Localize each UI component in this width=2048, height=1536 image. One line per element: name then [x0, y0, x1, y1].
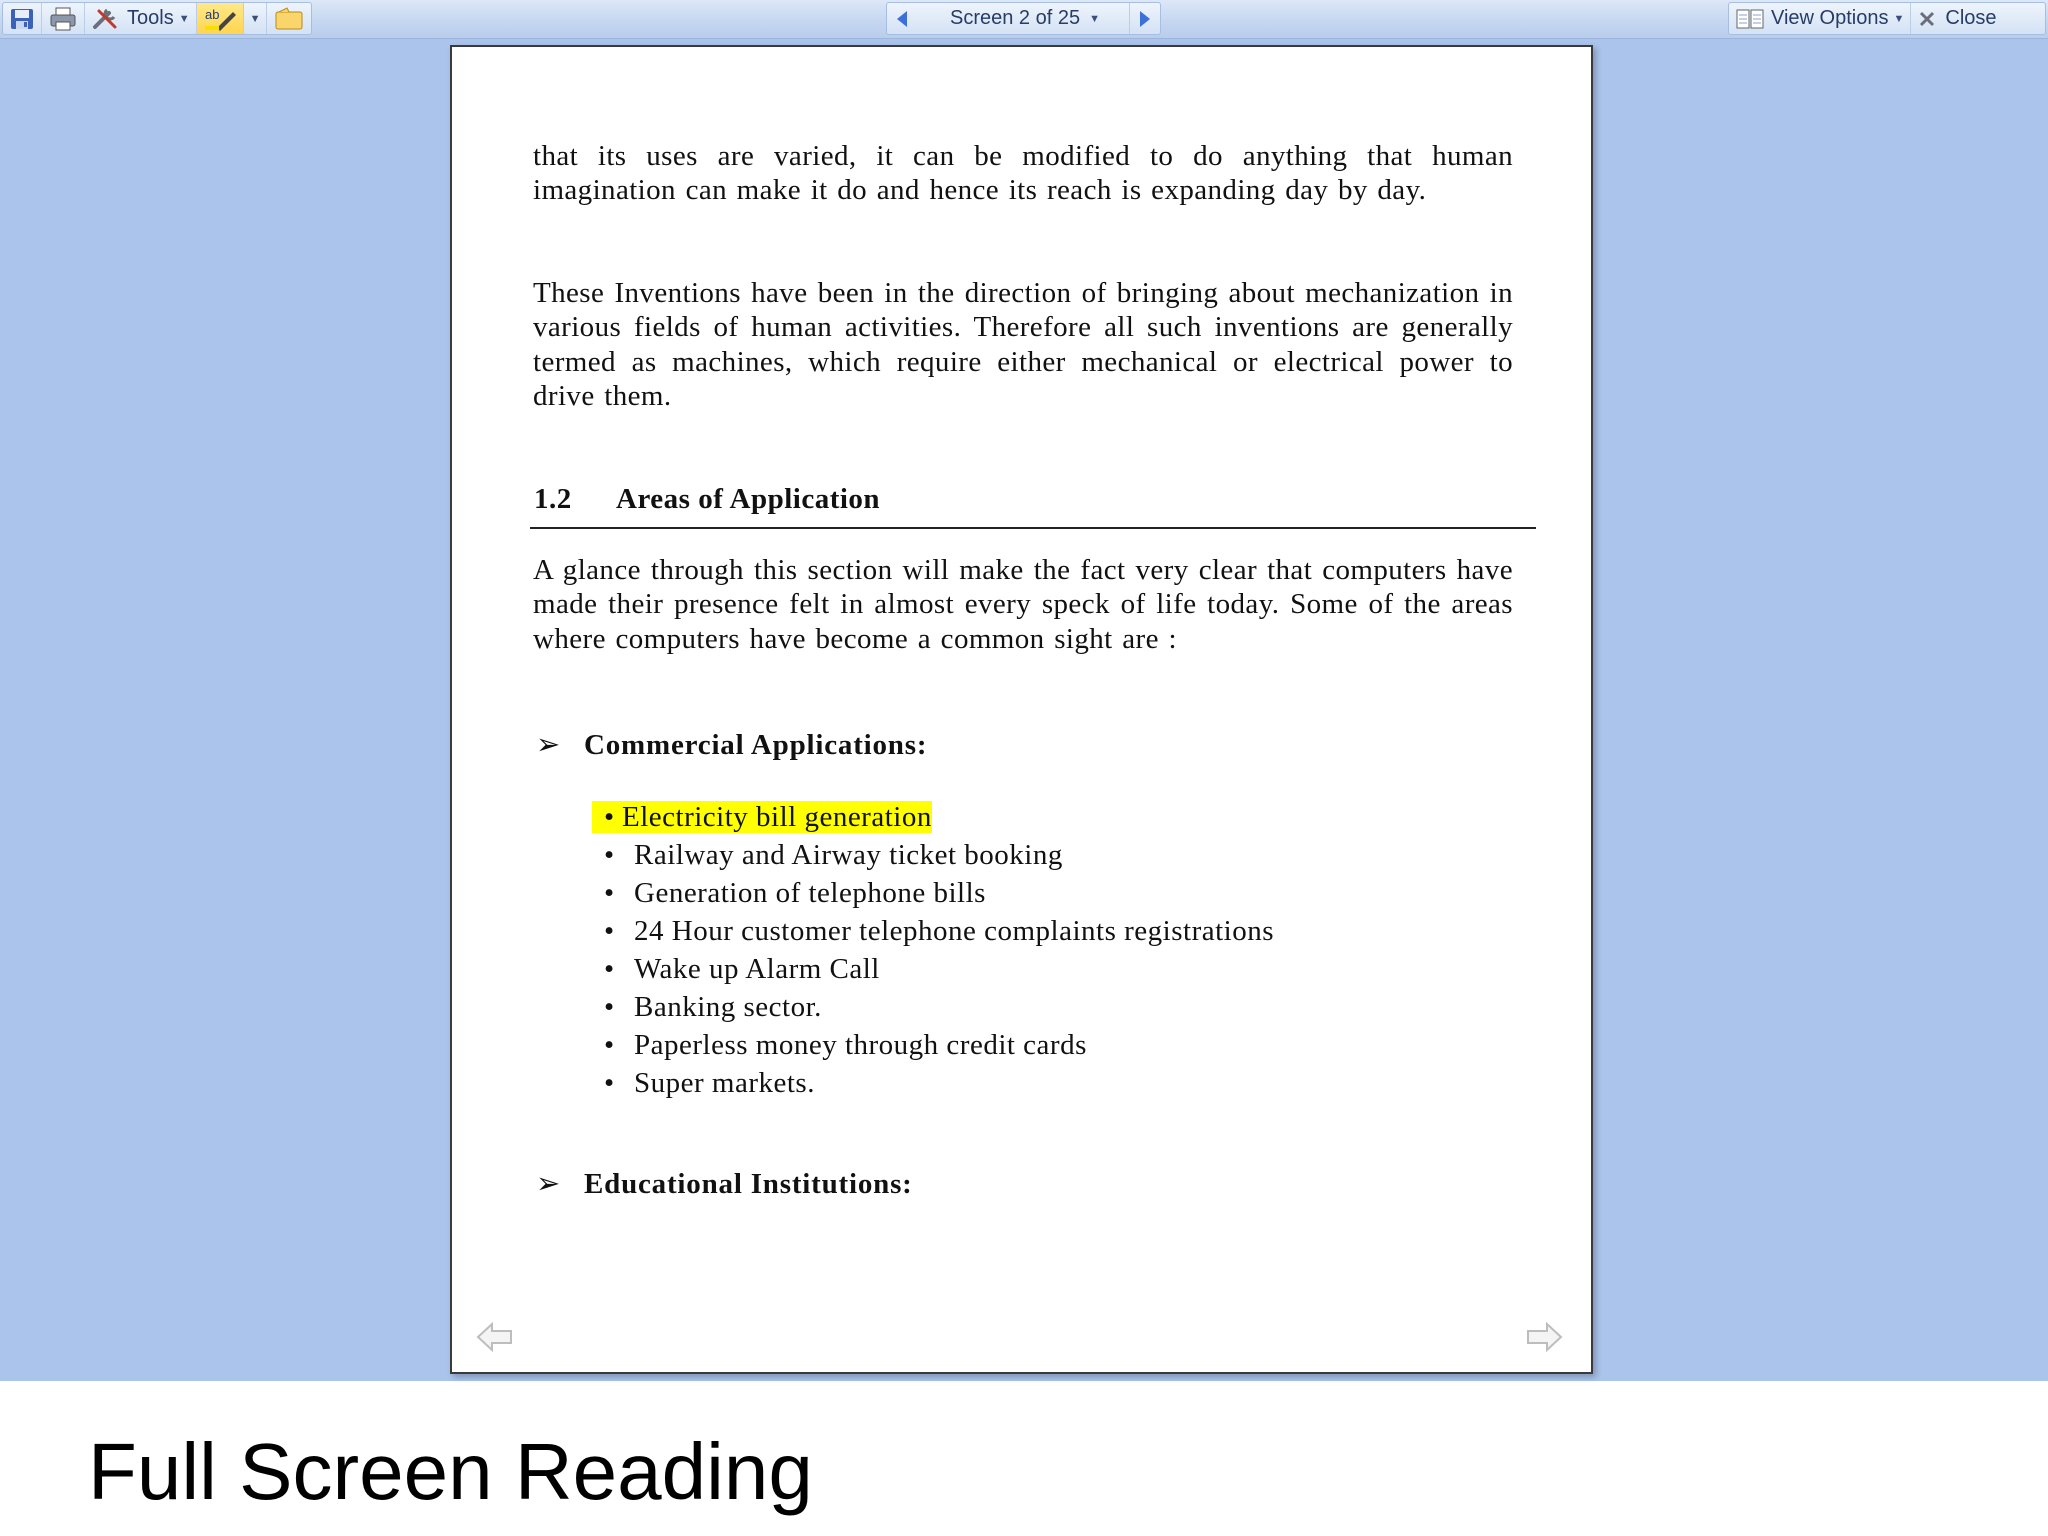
- paragraph-2: These Inventions have been in the direction of bringing about mechanization in various fields of human activities. Therefore all such inventions are generally termed as machines, which require either mechanical or electrical power to drive them.: [533, 277, 1513, 412]
- comment-icon: [273, 6, 305, 32]
- left-toolbar-group: [2, 2, 312, 35]
- previous-screen-button[interactable]: [887, 3, 917, 34]
- paragraph-1: that its uses are varied, it can be modified to do anything that human imagination can make it do and hence its reach is expanding day by day.: [533, 140, 1513, 207]
- highlight-icon: [203, 6, 237, 32]
- save-icon: [9, 7, 35, 31]
- tools-icon: [91, 7, 121, 31]
- list-item-label: Railway and Airway ticket booking: [634, 839, 1063, 871]
- bullet-icon: •: [604, 915, 615, 947]
- prev-screen-icon: [893, 9, 911, 29]
- list-item-label: Super markets.: [634, 1067, 815, 1099]
- bullet-icon: •: [604, 953, 615, 985]
- list-item: [592, 798, 1274, 836]
- chevron-down-icon: ▼: [249, 12, 261, 25]
- list-item: [592, 874, 1274, 912]
- next-screen-icon: [1136, 9, 1154, 29]
- view-options-button[interactable]: [1729, 3, 1910, 34]
- new-comment-button[interactable]: [266, 3, 311, 34]
- section-heading: [530, 481, 1536, 529]
- toolbar: [0, 0, 2048, 39]
- close-icon: [1917, 9, 1937, 29]
- bullet-icon: •: [604, 801, 615, 833]
- print-icon: [48, 6, 78, 32]
- list-item-label: Paperless money through credit cards: [634, 1029, 1087, 1061]
- list-item-label: Wake up Alarm Call: [634, 953, 880, 985]
- screen-navigation: [886, 2, 1161, 35]
- list-item: [592, 1026, 1274, 1064]
- educational-institutions-heading: [536, 1166, 913, 1201]
- section-number: 1.2: [534, 483, 572, 515]
- save-button[interactable]: [3, 3, 41, 34]
- bullet-icon: •: [604, 991, 615, 1023]
- highlight-button[interactable]: [196, 3, 243, 34]
- close-button[interactable]: [1910, 3, 2002, 34]
- previous-page-arrow[interactable]: [476, 1320, 514, 1354]
- list-item-label: Electricity bill generation: [622, 801, 932, 833]
- right-arrow-icon: [1525, 1320, 1563, 1354]
- list-item: [592, 912, 1274, 950]
- view-options-label: View Options: [1771, 7, 1889, 29]
- commercial-applications-list: [592, 798, 1274, 1102]
- commercial-applications-heading: [536, 727, 927, 762]
- bullet-icon: •: [604, 839, 615, 871]
- view-options-icon: [1735, 6, 1767, 32]
- list-item: [592, 988, 1274, 1026]
- screen-selector[interactable]: [940, 3, 1106, 34]
- paragraph-3: A glance through this section will make the fact very clear that computers have made their presence felt in almost every speck of life today. Some of the areas where computers have become a common sight are :: [533, 554, 1513, 655]
- highlighted-text: [592, 801, 932, 833]
- next-page-arrow[interactable]: [1525, 1320, 1563, 1354]
- close-label: Close: [1945, 7, 1997, 29]
- next-screen-button[interactable]: [1129, 3, 1160, 34]
- document-page: [450, 45, 1593, 1374]
- list-item: [592, 950, 1274, 988]
- list-item: [592, 1064, 1274, 1102]
- list-item-label: Generation of telephone bills: [634, 877, 986, 909]
- left-arrow-icon: [476, 1320, 514, 1354]
- list-item: [592, 836, 1274, 874]
- list-item-label: Banking sector.: [634, 991, 822, 1023]
- right-toolbar-group: [1728, 2, 2046, 35]
- educational-heading-label: Educational Institutions:: [584, 1168, 913, 1200]
- chevron-down-icon: ▼: [178, 12, 190, 25]
- bullet-icon: •: [604, 1029, 615, 1061]
- screen-label: Screen 2 of 25: [950, 7, 1081, 29]
- bullet-icon: •: [604, 877, 615, 909]
- section-title: Areas of Application: [616, 483, 881, 515]
- highlight-options-button[interactable]: [243, 3, 267, 34]
- slide-caption: Full Screen Reading: [88, 1427, 813, 1516]
- print-button[interactable]: [41, 3, 84, 34]
- bullet-icon: •: [604, 1067, 615, 1099]
- tools-label: Tools: [127, 7, 174, 29]
- chevron-down-icon: ▼: [1893, 12, 1905, 25]
- list-item-label: 24 Hour customer telephone complaints registrations: [634, 915, 1274, 947]
- svg-text:ab: ab: [204, 6, 220, 22]
- commercial-heading-label: Commercial Applications:: [584, 729, 928, 761]
- tools-button[interactable]: [84, 3, 196, 34]
- arrow-bullet-icon: ➢: [536, 1168, 562, 1200]
- chevron-down-icon: ▼: [1089, 12, 1100, 25]
- arrow-bullet-icon: ➢: [536, 729, 562, 761]
